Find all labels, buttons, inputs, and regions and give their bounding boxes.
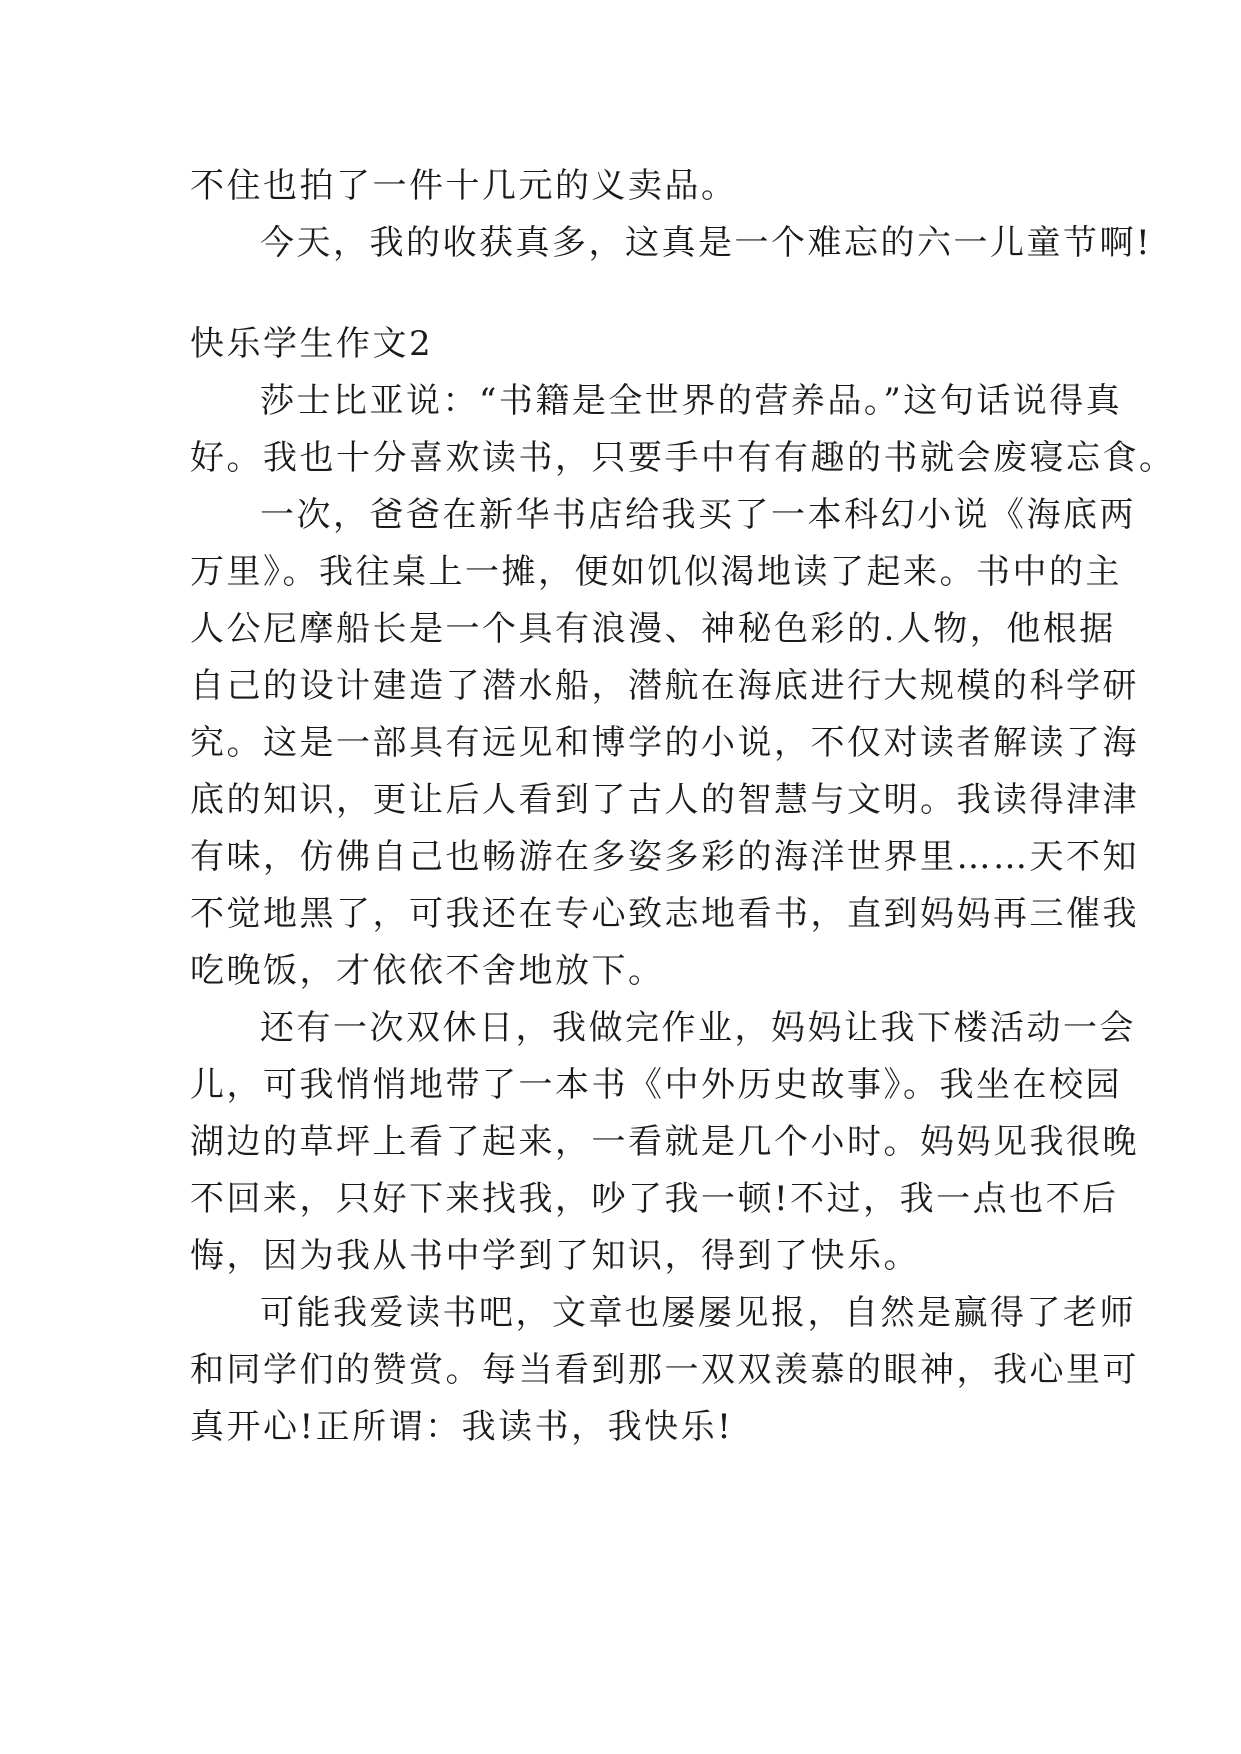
text-line: 悔，因为我从书中学到了知识，得到了快乐。: [190, 1236, 920, 1276]
text-line: 莎士比亚说：“书籍是全世界的营养品。”这句话说得真: [260, 381, 1123, 421]
document-page: [190, 158, 1176, 1456]
text-line: 儿，可我悄悄地带了一本书《中外历史故事》。我坐在校园: [190, 1065, 1122, 1105]
text-line: 不回来，只好下来找我，吵了我一顿!不过，我一点也不后: [190, 1179, 1119, 1219]
text-line: 还有一次双休日，我做完作业，妈妈让我下楼活动一会: [260, 1008, 1136, 1048]
text-line: 有味，仿佛自己也畅游在多姿多彩的海洋世界里……天不知: [190, 837, 1139, 877]
text-line: 究。这是一部具有远见和博学的小说，不仅对读者解读了海: [190, 723, 1139, 763]
paragraph: [190, 1285, 1139, 1456]
section-title: 快乐学生作文2: [190, 324, 434, 364]
paragraph: [190, 487, 1139, 1000]
text-line: 好。我也十分喜欢读书，只要手中有有趣的书就会废寝忘食。: [190, 438, 1176, 478]
text-line: 今天，我的收获真多，这真是一个难忘的六一儿童节啊!: [260, 223, 1153, 263]
text-line: 底的知识，更让后人看到了古人的智慧与文明。我读得津津: [190, 780, 1139, 820]
text-line: 不觉地黑了，可我还在专心致志地看书，直到妈妈再三催我: [190, 894, 1139, 934]
text-line: 吃晚饭，才依依不舍地放下。: [190, 951, 665, 991]
text-line: 自己的设计建造了潜水船，潜航在海底进行大规模的科学研: [190, 666, 1139, 706]
text-line: 一次，爸爸在新华书店给我买了一本科幻小说《海底两: [260, 495, 1136, 535]
text-line: 真开心!正所谓：我读书，我快乐!: [190, 1407, 734, 1447]
paragraph: [190, 1000, 1139, 1285]
text-line: 人公尼摩船长是一个具有浪漫、神秘色彩的.人物，他根据: [190, 609, 1116, 649]
paragraph: [190, 373, 1176, 487]
text-line: 可能我爱读书吧，文章也屡屡见报，自然是赢得了老师: [260, 1293, 1136, 1333]
text-line: 万里》。我往桌上一摊，便如饥似渴地读了起来。书中的主: [190, 552, 1122, 592]
text-line: 和同学们的赞赏。每当看到那一双双羡慕的眼神，我心里可: [190, 1350, 1139, 1390]
text-line: 不住也拍了一件十几元的义卖品。: [190, 166, 738, 206]
text-line: 湖边的草坪上看了起来，一看就是几个小时。妈妈见我很晚: [190, 1122, 1139, 1162]
